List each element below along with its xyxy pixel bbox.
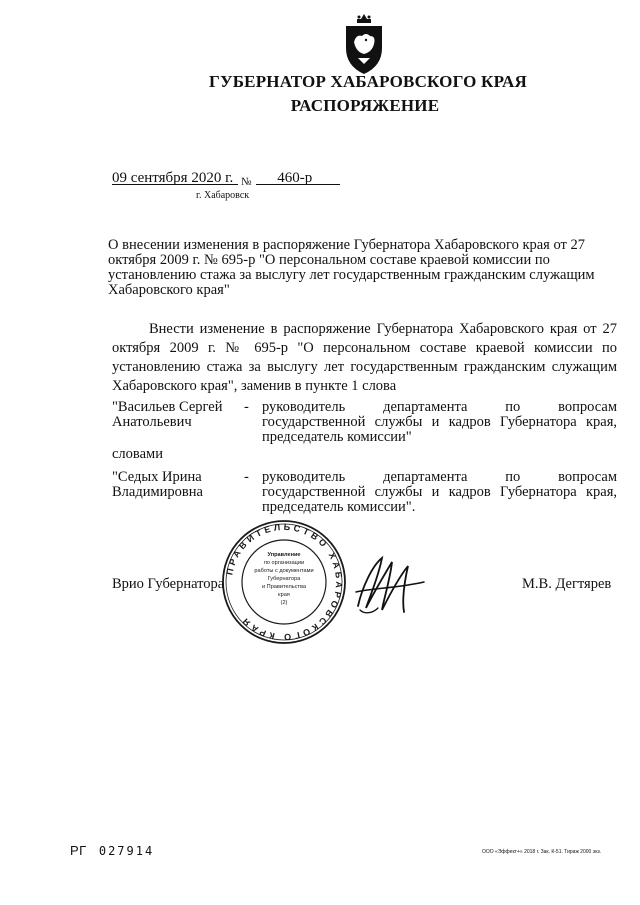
seal-line-1: Управление	[267, 552, 301, 558]
new-entry-dash: -	[244, 469, 249, 485]
handwritten-signature	[352, 548, 428, 620]
governor-title: ГУБЕРНАТОР ХАБАРОВСКОГО КРАЯ	[209, 72, 527, 91]
signatory-name: М.В. Дегтярев	[522, 576, 612, 592]
official-seal-icon	[220, 518, 348, 646]
document-subject: О внесении изменения в распоряжение Губернатора Хабаровского края от 27 октября 2009 г. № 695-р "О персональном составе краевой комиссии по установлению стажа за выслугу лет государственным гражданским служащим Хабаровского края"	[108, 237, 595, 298]
new-entry-name: "Седых Ирина Владимировна	[112, 469, 203, 500]
form-serial	[70, 843, 154, 858]
old-entry	[112, 400, 617, 450]
connector-word: словами	[112, 446, 163, 462]
new-entry	[112, 470, 617, 520]
coat-of-arms-icon	[340, 12, 388, 76]
seal-line-6: края	[278, 592, 290, 598]
seal-line-4: Губернатора	[267, 576, 301, 582]
old-entry-role: руководитель департамента по вопросам государственной службы и кадров Губернатора края, председатель комиссии"	[262, 399, 617, 445]
seal-line-3: работы с документами	[254, 568, 314, 574]
document-number: 460-р	[277, 170, 313, 186]
form-code: РГ	[70, 843, 87, 858]
seal-ring-text: ПРАВИТЕЛЬСТВО ХАБАРОВСКОГО КРАЯ	[224, 521, 345, 643]
serial-number: 027914	[98, 844, 155, 858]
seal-line-5: и Правительства	[262, 584, 306, 590]
old-entry-name: "Васильев Сергей Анатольевич	[112, 399, 223, 430]
date-underline	[112, 184, 238, 185]
seal-line-2: по организации	[263, 560, 305, 566]
city: г. Хабаровск	[196, 190, 250, 201]
signatory-position: Врио Губернатора	[112, 576, 225, 592]
old-entry-dash: -	[244, 399, 249, 415]
printer-imprint: ООО «Эффект+» 2018 г. Зак. К-51. Тираж 2000 экз.	[482, 849, 602, 855]
number-underline	[256, 184, 340, 185]
document-date: 09 сентября 2020 г.	[112, 170, 234, 186]
new-entry-role: руководитель департамента по вопросам государственной службы и кадров Губернатора края, председатель комиссии".	[262, 469, 617, 515]
body-paragraph: Внести изменение в распоряжение Губернатора Хабаровского края от 27 октября 2009 г. № 695-р "О персональном составе краевой комиссии по установлению стажа за выслугу лет государственным гражданским служащим Хабаровского края", заменив в пункте 1 слова	[112, 321, 617, 394]
document-type: РАСПОРЯЖЕНИЕ	[290, 96, 440, 115]
number-sign: №	[241, 176, 252, 188]
seal-line-7: (2)	[280, 600, 288, 606]
